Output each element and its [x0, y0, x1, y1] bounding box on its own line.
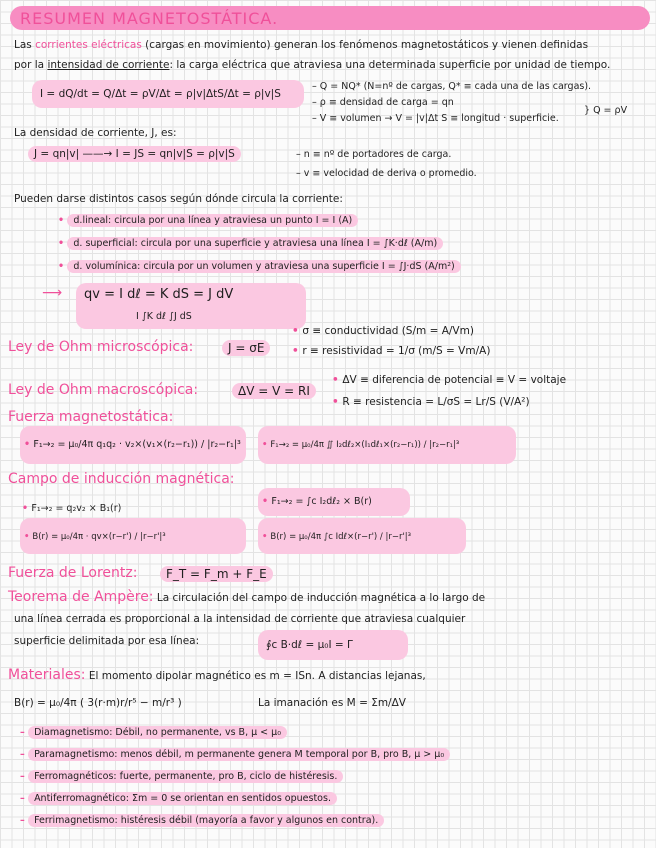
ampere-heading: Teorema de Ampère:	[8, 589, 154, 605]
force-formula-1: • F₁→₂ = μ₀/4π q₁q₂ · v₂×(v₁×(r₂−r₁)) / |r₂−r₁|³	[24, 439, 241, 450]
intro-text: : la carga eléctrica que atraviesa una determinada superficie por unidad de tiempo.	[169, 59, 611, 71]
case-linear-text: d.lineal: circula por una línea y atraviesa un punto I = I (A)	[67, 214, 358, 227]
material-item: – Diamagnetismo: Débil, no permanente, vs B, μ < μ₀	[20, 726, 287, 740]
intensity-note-1: – Q = NQ* (N=nº de cargas, Q* ≡ cada una de las cargas).	[312, 81, 592, 92]
ampere-text-1: La circulación del campo de inducción magnética a lo largo de	[153, 592, 486, 604]
ampere-line-3: superficie delimitada por esa línea:	[14, 635, 200, 647]
title-banner	[10, 6, 650, 30]
density-note-2: – v ≡ velocidad de deriva o promedio.	[296, 168, 477, 179]
field-formula-1-text: F₁→₂ = q₂v₂ × B₁(r)	[31, 503, 122, 514]
field-formula-4: • B(r) = μ₀/4π ∫c Idℓ×(r−r') / |r−r'|³	[262, 532, 412, 542]
intro-term-intensity: intensidad de corriente	[47, 59, 170, 71]
field-formula-2-text: B(r) = μ₀/4π · qv×(r−r') / |r−r'|³	[32, 532, 166, 542]
material-item-text: Antiferromagnético: Σm = 0 se orientan en sentidos opuestos.	[28, 792, 337, 805]
force-formula-1-text: F₁→₂ = μ₀/4π q₁q₂ · v₂×(v₁×(r₂−r₁)) / |r₂−r₁|³	[33, 439, 241, 450]
intro-line-2	[14, 58, 610, 72]
cases-equation: qv = I dℓ = K dS = J dV	[84, 287, 234, 302]
ohm-micro-formula: J = σE	[222, 340, 270, 356]
intensity-note-4: } Q = ρV	[584, 105, 628, 116]
ohm-micro-note-2: • r ≡ resistividad = 1/σ (m/S = Vm/A)	[292, 345, 491, 357]
ohm-macro-note-2-text: R ≡ resistencia = L/σS = Lr/S (V/A²)	[342, 396, 530, 408]
density-formula: J = qn|v| ——→ I = JS = qn|v|S = ρ|v|S	[28, 146, 241, 162]
material-item: – Ferrimagnetismo: histéresis débil (mayoría a favor y algunos en contra).	[20, 814, 384, 828]
ampere-formula: ∮c B·dℓ = μ₀I = Γ	[266, 639, 353, 651]
material-item: – Ferromagnéticos: fuerte, permanente, pro B, ciclo de histéresis.	[20, 770, 343, 784]
ohm-micro-heading: Ley de Ohm microscópica:	[8, 339, 194, 355]
materials-dipole-field: B(r) = μ₀/4π ( 3(r·m)r/r⁵ − m/r³ )	[14, 697, 182, 709]
force-formula-2-text: F₁→₂ = μ₀/4π ∬ I₂dℓ₂×(I₁dℓ₁×(r₂−r₁)) / |r₂−r₁|³	[270, 440, 460, 450]
cases-sub: I ∫K dℓ ∫J dS	[136, 311, 192, 322]
case-volume-text: d. volumínica: circula por un volumen y atraviesa una superficie I = ∫J·dS (A/m²)	[67, 260, 460, 273]
material-item: – Paramagnetismo: menos débil, m permanente genera M temporal por B, pro B, μ > μ₀	[20, 748, 450, 762]
intro-line-1	[14, 38, 588, 52]
case-surface: • d. superficial: circula por una superficie y atraviesa una línea I = ∫K·dℓ (A/m)	[58, 237, 443, 251]
ohm-macro-heading: Ley de Ohm macroscópica:	[8, 382, 199, 398]
ohm-macro-note-2: • R ≡ resistencia = L/σS = Lr/S (V/A²)	[332, 396, 530, 408]
field-formula-3: • F₁→₂ = ∫c I₂dℓ₂ × B(r)	[262, 496, 372, 507]
ampere-line-1	[8, 590, 485, 605]
case-volume: • d. volumínica: circula por un volumen y atraviesa una superficie I = ∫J·dS (A/m²)	[58, 260, 461, 274]
ohm-macro-formula: ΔV = V = RI	[232, 383, 316, 399]
field-formula-1: • F₁→₂ = q₂v₂ × B₁(r)	[22, 503, 122, 514]
field-formula-3-text: F₁→₂ = ∫c I₂dℓ₂ × B(r)	[271, 496, 372, 507]
ohm-micro-note-1: • σ ≡ conductividad (S/m = A/Vm)	[292, 325, 474, 337]
force-heading: Fuerza magnetostática:	[8, 409, 174, 425]
materials-heading: Materiales:	[8, 667, 86, 683]
case-linear: • d.lineal: circula por una línea y atraviesa un punto I = I (A)	[58, 214, 358, 228]
intro-term-currents: corrientes eléctricas	[35, 39, 142, 51]
intensity-note-3: – V ≡ volumen → V = |v|Δt S ≡ longitud · superficie.	[312, 113, 559, 124]
ohm-micro-note-1-text: σ ≡ conductividad (S/m = A/Vm)	[302, 325, 474, 337]
intro-text: por la	[14, 59, 48, 71]
ampere-line-2: una línea cerrada es proporcional a la intensidad de corriente que atraviesa cualquier	[14, 613, 466, 625]
cases-intro: Pueden darse distintos casos según dónde circula la corriente:	[14, 193, 343, 205]
field-formula-2: • B(r) = μ₀/4π · qv×(r−r') / |r−r'|³	[24, 532, 166, 542]
intro-text: (cargas en movimiento) generan los fenómenos magnetostáticos y vienen definidas	[141, 39, 589, 51]
lorentz-formula: F_T = F_m + F_E	[160, 566, 273, 582]
materials-magnetization: La imanación es M = Σm/ΔV	[258, 697, 406, 709]
lorentz-heading: Fuerza de Lorentz:	[8, 565, 138, 581]
material-item-text: Paramagnetismo: menos débil, m permanente genera M temporal por B, pro B, μ > μ₀	[28, 748, 450, 761]
force-formula-2: • F₁→₂ = μ₀/4π ∬ I₂dℓ₂×(I₁dℓ₁×(r₂−r₁)) / |r₂−r₁|³	[262, 440, 460, 450]
ohm-macro-note-1: • ΔV ≡ diferencia de potencial ≡ V = voltaje	[332, 374, 567, 386]
material-item-text: Diamagnetismo: Débil, no permanente, vs B, μ < μ₀	[28, 726, 287, 739]
arrow-icon: ⟶	[42, 285, 63, 301]
intensity-note-2: – ρ ≡ densidad de carga = qn	[312, 97, 454, 108]
material-item-text: Ferromagnéticos: fuerte, permanente, pro B, ciclo de histéresis.	[28, 770, 343, 783]
materials-line-1	[8, 668, 426, 683]
material-item: – Antiferromagnético: Σm = 0 se orientan en sentidos opuestos.	[20, 792, 337, 806]
materials-text-1: El momento dipolar magnético es m = ISn. A distancias lejanas,	[85, 670, 426, 682]
ohm-micro-note-2-text: r ≡ resistividad = 1/σ (m/S = Vm/A)	[302, 345, 491, 357]
field-heading: Campo de inducción magnética:	[8, 471, 235, 487]
page-title: RESUMEN MAGNETOSTÁTICA.	[20, 9, 279, 28]
density-note-1: – n ≡ nº de portadores de carga.	[296, 149, 452, 160]
case-surface-text: d. superficial: circula por una superficie y atraviesa una línea I = ∫K·dℓ (A/m)	[67, 237, 443, 250]
intensity-formula: I = dQ/dt = Q/Δt = ρV/Δt = ρ|v|ΔtS/Δt = ρ|v|S	[40, 88, 281, 100]
ohm-macro-note-1-text: ΔV ≡ diferencia de potencial ≡ V = voltaje	[342, 374, 567, 386]
material-item-text: Ferrimagnetismo: histéresis débil (mayoría a favor y algunos en contra).	[28, 814, 384, 827]
density-intro: La densidad de corriente, J, es:	[14, 127, 177, 139]
field-formula-4-text: B(r) = μ₀/4π ∫c Idℓ×(r−r') / |r−r'|³	[270, 532, 412, 542]
intro-text: Las	[14, 39, 36, 51]
